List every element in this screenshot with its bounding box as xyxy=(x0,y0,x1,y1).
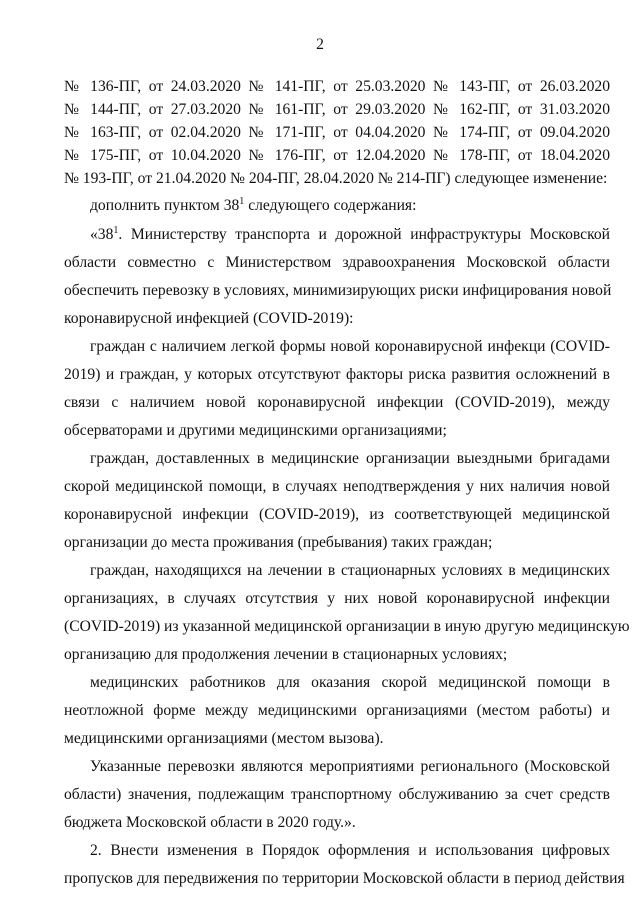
text-line: неотложной форме между медицинскими организациями (местом работы) и xyxy=(64,702,610,719)
text-line: медицинских работников для оказания скорой медицинской помощи в xyxy=(90,674,610,691)
page-number: 2 xyxy=(316,36,324,53)
text-line: граждан с наличием легкой формы новой коронавирусной инфекци (COVID- xyxy=(90,338,610,355)
text-line: (COVID-2019) из указанной медицинской организации в иную другую медицинскую xyxy=(64,618,630,635)
text-line: обеспечить перевозку в условиях, минимизирующих риски инфицирования новой xyxy=(64,282,612,299)
text-line: организациях, в случаях отсутствия у них новой коронавирусной инфекции xyxy=(64,590,610,607)
text-line: 2. Внести изменения в Порядок оформления и использования цифровых xyxy=(90,842,610,859)
text-line: № 144-ПГ, от 27.03.2020 № 161-ПГ, от 29.03.2020 № 162-ПГ, от 31.03.2020 xyxy=(64,101,610,118)
text-line: № 193-ПГ, от 21.04.2020 № 204-ПГ, 28.04.2020 № 214-ПГ) следующее изменение: xyxy=(64,170,608,187)
text-line: пропусков для передвижения по территории Московской области в период действия xyxy=(64,870,625,887)
text-line: обсерваторами и другими медицинскими организациями; xyxy=(64,422,447,439)
supplement-prefix: дополнить пунктом 38 xyxy=(90,197,240,214)
text-line: № 175-ПГ, от 10.04.2020 № 176-ПГ, от 12.04.2020 № 178-ПГ, от 18.04.2020 xyxy=(64,147,610,164)
text-line: скорой медицинской помощи, в случаях неподтверждения у них наличия новой xyxy=(64,478,610,495)
superscript: 1 xyxy=(113,225,119,236)
text-line: области) значения, подлежащим транспортному обслуживанию за счет средств xyxy=(64,786,610,803)
clause-number: «38 xyxy=(90,226,114,243)
superscript: 1 xyxy=(239,196,245,207)
clause-number-dot: . xyxy=(118,226,123,243)
text-line: коронавирусной инфекцией (COVID-2019): xyxy=(64,310,354,327)
text-line: 2019) и граждан, у которых отсутствуют факторы риска развития осложнений в xyxy=(64,366,610,383)
clause-38-1-heading xyxy=(90,226,610,244)
text-line: граждан, доставленных в медицинские организации выездными бригадами xyxy=(90,450,610,467)
text-line: организации до места проживания (пребывания) таких граждан; xyxy=(64,534,493,551)
text-line: связи с наличием новой коронавирусной инфекции (COVID-2019), между xyxy=(64,394,610,411)
text-line: организацию для продолжения лечении в стационарных условиях; xyxy=(64,646,508,663)
supplement-suffix: следующего содержания: xyxy=(244,197,417,214)
text-line: области совместно с Министерством здравоохранения Московской области xyxy=(64,254,610,271)
text-line: Указанные перевозки являются мероприятиями регионального (Московской xyxy=(90,758,610,775)
text-line: бюджета Московской области в 2020 году.». xyxy=(64,814,356,831)
text-segment: Министерству транспорта и дорожной инфраструктуры Московской xyxy=(130,226,610,243)
text-line: граждан, находящихся на лечении в стационарных условиях в медицинских xyxy=(90,562,610,579)
text-line: № 163-ПГ, от 02.04.2020 № 171-ПГ, от 04.04.2020 № 174-ПГ, от 09.04.2020 xyxy=(64,124,610,141)
text-line: коронавирусной инфекции (COVID-2019), из соответствующей медицинской xyxy=(64,506,610,523)
text-line: № 136-ПГ, от 24.03.2020 № 141-ПГ, от 25.03.2020 № 143-ПГ, от 26.03.2020 xyxy=(64,78,610,95)
text-line: медицинскими организациями (местом вызова). xyxy=(64,730,384,747)
supplement-line xyxy=(90,197,610,215)
